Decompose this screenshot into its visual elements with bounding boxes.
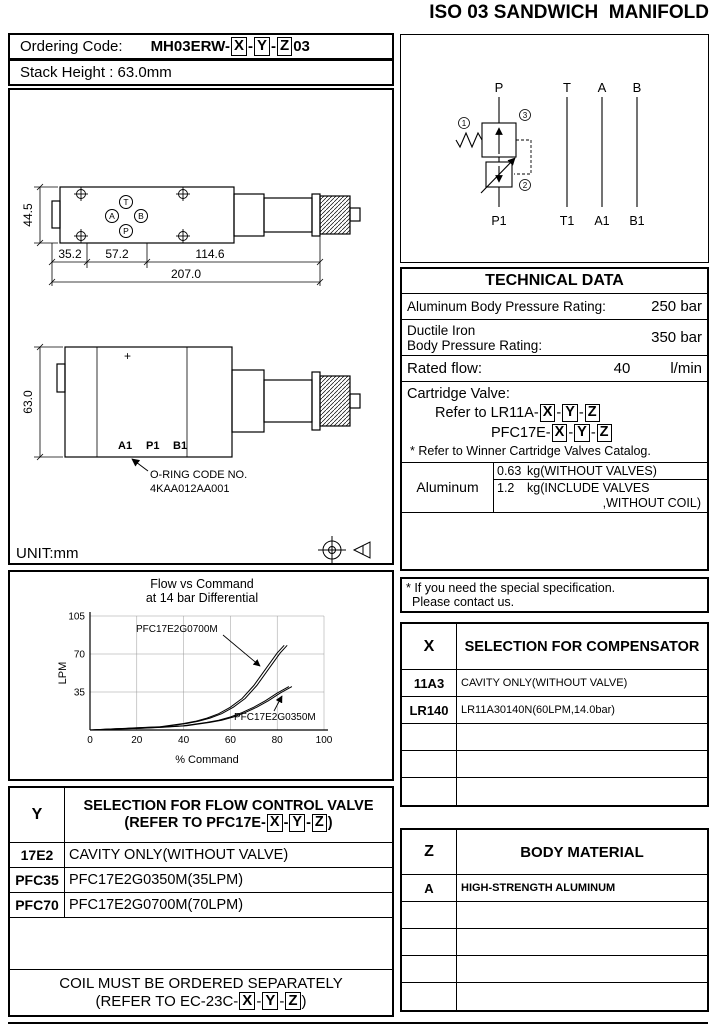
schematic-a1-label: A1: [594, 214, 610, 228]
y-ref-z: Z: [312, 814, 327, 832]
cartridge-ref2: [407, 424, 702, 442]
technical-data-box: [400, 267, 709, 571]
unit-label: UNIT:mm: [16, 545, 79, 562]
schematic-a-label: A: [597, 80, 607, 95]
x-row-key: LR140: [402, 697, 457, 723]
rated-flow-unit: l/min: [670, 360, 702, 377]
chart-xlabel: % Command: [175, 754, 239, 766]
y-row-key: PFC35: [10, 868, 65, 892]
y-table-row: [10, 843, 392, 868]
z-table-empty-row: [402, 956, 707, 983]
x-table-empty-row: [402, 751, 707, 778]
schematic-b1-label: B1: [629, 214, 645, 228]
y-ref-suffix: ): [327, 815, 333, 831]
chart-ylabel: LPM: [57, 661, 69, 685]
ordering-code-box: [8, 33, 394, 60]
weight-row1-num: 0.63: [497, 463, 522, 478]
code-x: X: [231, 37, 247, 56]
code-z: Z: [277, 37, 292, 56]
ductile-rating-label: [407, 323, 542, 353]
ductile-label-line2: Body Pressure Rating:: [407, 337, 543, 353]
port-p-label: P: [123, 226, 129, 236]
weight-table-empty-row: [402, 512, 707, 538]
ductile-rating-row: [402, 320, 707, 356]
z-table-title: BODY MATERIAL: [520, 843, 644, 861]
cartridge-ref1: [407, 404, 702, 422]
cartridge-ref2-y: Y: [574, 424, 590, 442]
aluminum-rating-value: 250 bar: [651, 298, 702, 315]
weight-table: [402, 462, 707, 512]
oring-code-line2: 4KAA012AA001: [150, 483, 230, 495]
dim-35-2-label: 35.2: [58, 247, 82, 261]
hydraulic-schematic: [401, 35, 708, 262]
ductile-label-line1: Ductile Iron: [407, 322, 476, 338]
z-table-header: [402, 830, 707, 875]
code-suffix: 03: [293, 38, 310, 55]
code-sep2: -: [271, 38, 277, 55]
z-row-value: HIGH-STRENGTH ALUMINUM: [461, 882, 616, 894]
dim-114-6-label: 114.6: [195, 247, 225, 261]
dim-207-label: 207.0: [170, 267, 202, 281]
oring-leader-line: [132, 459, 148, 471]
coil-ref-prefix: (REFER TO EC-23C-: [95, 992, 239, 1010]
projection-angle-icon: [354, 542, 370, 558]
coil-ref-z: Z: [285, 992, 300, 1011]
weight-row1-text: kg(WITHOUT VALVES): [527, 463, 657, 478]
chart-title: Flow vs Command: [150, 577, 254, 591]
flow-chart: [10, 572, 392, 779]
cartridge-ref2-z: Z: [597, 424, 612, 442]
y-row-key: 17E2: [10, 843, 65, 867]
svg-text:100: 100: [315, 735, 333, 746]
cartridge-valve-label: Cartridge Valve:: [407, 386, 510, 402]
aluminum-rating-row: [402, 294, 707, 320]
svg-text:35: 35: [73, 687, 85, 699]
rated-flow-label: Rated flow:: [407, 360, 483, 377]
dimension-drawing-box: [8, 88, 394, 565]
svg-text:80: 80: [271, 735, 283, 746]
z-row-key: A: [402, 875, 457, 901]
ductile-rating-value: 350 bar: [651, 329, 702, 346]
port-p1-label: P1: [146, 440, 160, 452]
x-table-row: [402, 670, 707, 697]
y-table-title-line2: [124, 814, 332, 832]
plus-mark: +: [124, 349, 132, 363]
schematic-p-label: P: [494, 80, 504, 95]
coil-note: [10, 969, 392, 1015]
cartridge-ref1-x: X: [540, 404, 556, 422]
marker-2: 2: [522, 181, 528, 190]
y-row-key: PFC70: [10, 893, 65, 917]
catalog-note: * Refer to Winner Cartridge Valves Catalog.: [410, 443, 651, 458]
y-ref-x: X: [267, 814, 283, 832]
weight-material-cell: Aluminum: [402, 463, 494, 512]
series-0350-arrow: [274, 696, 282, 711]
x-table-header: [402, 624, 707, 670]
cartridge-ref1-y: Y: [562, 404, 578, 422]
cartridge-ref2-prefix: PFC17E-: [491, 424, 551, 441]
dim-63-label: 63.0: [21, 390, 35, 414]
cartridge-ref2-sep1: -: [568, 424, 574, 441]
z-table-empty-row: [402, 983, 707, 1010]
x-row-key: 11A3: [402, 670, 457, 696]
svg-text:40: 40: [178, 735, 190, 746]
weight-values-cell: [494, 463, 707, 512]
code-sep1: -: [248, 38, 254, 55]
cartridge-ref1-sep2: -: [578, 404, 584, 421]
valve-front-view: [57, 347, 360, 457]
valve-top-view: [52, 187, 360, 243]
chart-subtitle: at 14 bar Differential: [145, 591, 259, 605]
cartridge-valve-section: [402, 382, 707, 442]
port-b1-label: B1: [173, 440, 188, 452]
coil-note-line2: [95, 992, 306, 1011]
footer-rule: [8, 1022, 708, 1024]
z-table-empty-row: [402, 902, 707, 929]
flow-control-valve-symbol: [481, 158, 515, 193]
stack-height-label: Stack Height : 63.0mm: [20, 64, 172, 81]
z-table-row: [402, 875, 707, 902]
x-row-value: LR11A30140N(60LPM,14.0bar): [461, 704, 615, 716]
coil-ref-sep2: -: [279, 992, 285, 1010]
y-ref-sep1: -: [283, 815, 289, 831]
series-0700-arrow: [223, 635, 260, 666]
schematic-b-label: B: [632, 80, 642, 95]
series-0350-label: PFC17E2G0350M: [234, 712, 316, 723]
coil-note-line1: COIL MUST BE ORDERED SEPARATELY: [59, 974, 343, 992]
z-table-key: Z: [402, 830, 457, 874]
rated-flow-row: [402, 356, 707, 382]
ordering-code-label: Ordering Code:: [20, 38, 123, 55]
y-row-value: PFC17E2G0350M(35LPM): [69, 872, 244, 888]
dim-44-5: [34, 184, 58, 246]
weight-row3: ,WITHOUT COIL): [602, 495, 701, 510]
y-table-empty-area: [10, 918, 392, 969]
special-note-line1: * If you need the special specification.: [406, 581, 616, 595]
svg-text:20: 20: [131, 735, 143, 746]
marker-3: 3: [522, 111, 528, 120]
hydraulic-schematic-box: [400, 34, 709, 263]
y-table-title: [65, 788, 392, 842]
ordering-code-value: [151, 37, 310, 56]
port-markers: [106, 196, 148, 238]
coil-ref-x: X: [239, 992, 255, 1011]
dimension-drawing: [10, 90, 392, 563]
x-table-empty-row: [402, 724, 707, 751]
svg-text:60: 60: [224, 735, 236, 746]
x-table-key: X: [402, 624, 457, 669]
cartridge-ref1-sep1: -: [556, 404, 562, 421]
series-0700-label: PFC17E2G0700M: [136, 624, 218, 635]
y-table-key: Y: [10, 788, 65, 842]
y-table-row: [10, 868, 392, 893]
dim-44-5-label: 44.5: [21, 203, 35, 227]
port-a1-label: A1: [118, 440, 133, 452]
page-title: ISO 03 SANDWICH MANIFOLD: [429, 2, 709, 23]
weight-row2-num: 1.2: [497, 480, 515, 495]
weight-row2-text: kg(INCLUDE VALVES: [527, 480, 650, 495]
weight-row1: [494, 463, 707, 480]
z-table-empty-row: [402, 929, 707, 956]
svg-text:70: 70: [73, 649, 85, 661]
y-table-title-line1: SELECTION FOR FLOW CONTROL VALVE: [83, 798, 374, 815]
oring-code-line1: O-RING CODE NO.: [150, 469, 248, 481]
port-b-label: B: [138, 211, 144, 221]
code-y: Y: [254, 37, 270, 56]
aluminum-rating-label: Aluminum Body Pressure Rating:: [407, 299, 606, 314]
svg-text:0: 0: [87, 735, 93, 746]
schematic-t1-label: T1: [559, 214, 575, 228]
y-row-value: CAVITY ONLY(WITHOUT VALVE): [69, 847, 289, 863]
compensator-valve-symbol: [456, 123, 531, 174]
coil-ref-y: Y: [262, 992, 278, 1011]
y-table-row: [10, 893, 392, 918]
marker-1: 1: [461, 119, 467, 128]
target-symbol-icon: [318, 536, 346, 563]
port-t-label: T: [123, 197, 129, 207]
coil-ref-sep1: -: [256, 992, 262, 1010]
code-prefix: MH03ERW-: [150, 38, 230, 55]
weight-row2: [494, 480, 707, 496]
cartridge-ref2-sep2: -: [590, 424, 596, 441]
cartridge-ref2-x: X: [552, 424, 568, 442]
y-ref-y: Y: [289, 814, 305, 832]
cartridge-ref1-prefix: Refer to LR11A-: [435, 404, 539, 421]
flow-chart-box: [8, 570, 394, 781]
technical-data-title: TECHNICAL DATA: [402, 269, 707, 294]
z-body-material-table: [400, 828, 709, 1012]
port-a-label: A: [109, 211, 115, 221]
schematic-p1-label: P1: [491, 214, 507, 228]
svg-text:105: 105: [68, 611, 85, 623]
y-ref-prefix: (REFER TO PFC17E-: [124, 815, 266, 831]
x-table-empty-row: [402, 778, 707, 805]
special-note-box: [400, 577, 709, 613]
x-table-title: SELECTION FOR COMPENSATOR: [464, 638, 700, 655]
stack-height-box: [8, 59, 394, 86]
cartridge-ref1-z: Z: [585, 404, 600, 422]
schematic-t-label: T: [563, 80, 571, 95]
dim-63: [34, 344, 63, 460]
rated-flow-value: 40: [613, 360, 631, 377]
x-selection-table: [400, 622, 709, 807]
coil-ref-suffix: ): [301, 992, 307, 1010]
dim-57-2-label: 57.2: [105, 247, 129, 261]
special-note-line2: Please contact us.: [412, 595, 515, 609]
y-ref-sep2: -: [306, 815, 311, 831]
x-table-row: [402, 697, 707, 724]
y-selection-table: [8, 786, 394, 1017]
x-row-value: CAVITY ONLY(WITHOUT VALVE): [461, 677, 628, 689]
y-table-header: [10, 788, 392, 843]
y-row-value: PFC17E2G0700M(70LPM): [69, 897, 244, 913]
